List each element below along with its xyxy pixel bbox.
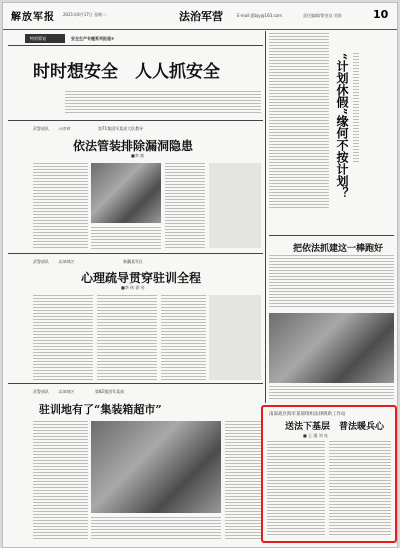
lead-intro-text xyxy=(65,91,261,113)
text-col xyxy=(269,255,394,309)
article3-photo xyxy=(91,421,221,513)
article1-kicker: 第71集团军某部大队教导 xyxy=(98,126,144,131)
article1-headline: 依法管装排除漏洞隐患 xyxy=(73,139,194,153)
lead-headline: 时时想安全 人人抓安全 xyxy=(33,62,220,82)
page-header xyxy=(3,3,397,30)
email: E-mail:jfjbjy@163.com xyxy=(237,13,282,18)
text-col xyxy=(91,227,161,249)
article1-photo xyxy=(91,163,161,223)
newspaper-logo: 解放军报 xyxy=(11,12,55,23)
text-col xyxy=(225,421,261,541)
text-col xyxy=(269,386,394,400)
text-col xyxy=(33,295,93,380)
article1-byline: ■李 斌 xyxy=(131,153,145,158)
article2-unit: 北部战区 xyxy=(58,259,74,264)
article3-unit-label: 武警部队 xyxy=(33,389,49,394)
section-title: 法治军营 xyxy=(179,10,223,23)
red-article-kicker: 南部战区海军某部组织法律援助工作站 xyxy=(269,412,346,417)
issue-date: 2021年8月17日 星期二 xyxy=(63,12,107,17)
banner-tag: 特别策划 xyxy=(30,36,46,41)
red-article-byline: ■ 王 强 刘 亮 xyxy=(303,433,328,438)
text-col xyxy=(353,53,359,163)
text-col xyxy=(33,163,88,248)
side-photo xyxy=(269,313,394,383)
vertical-title: “计划休假”缘何不按计划？ xyxy=(335,53,349,199)
text-col xyxy=(33,421,88,541)
article1-unit-label: 武警部队 xyxy=(33,126,49,131)
red-article-headline: 送法下基层 普法暖兵心 xyxy=(285,422,385,432)
article2-unit-label: 武警部队 xyxy=(33,259,49,264)
article3-unit: 北部战区 xyxy=(58,389,74,394)
comment-headline: 把依法抓建这一棒跑好 xyxy=(293,244,384,254)
text-col xyxy=(329,441,391,537)
text-col xyxy=(91,517,221,541)
article1-sidebar xyxy=(209,163,261,248)
newspaper-page xyxy=(2,2,398,548)
text-col xyxy=(269,33,329,209)
article1-unit: 云南省 xyxy=(58,126,70,131)
article3-kicker: 第82集团军某部 xyxy=(95,389,125,394)
article2-kicker: 新疆某军区 xyxy=(123,259,143,264)
article2-sidebar xyxy=(209,295,261,380)
text-col xyxy=(267,441,325,537)
text-col xyxy=(161,295,206,380)
editor-line: 责任编辑/徐金良 刘涛 xyxy=(303,13,342,18)
article3-headline: 驻训地有了“集装箱超市” xyxy=(39,403,162,416)
article2-byline: ■李 伟 郭 亮 xyxy=(121,285,145,290)
banner-subtitle: 安全生产专题系列报道④ xyxy=(71,36,115,41)
article2-headline: 心理疏导贯穿驻训全程 xyxy=(81,271,202,285)
text-col xyxy=(165,163,205,248)
text-col xyxy=(97,295,157,380)
page-number: 10 xyxy=(373,8,389,21)
banner-tag-box xyxy=(25,34,65,43)
